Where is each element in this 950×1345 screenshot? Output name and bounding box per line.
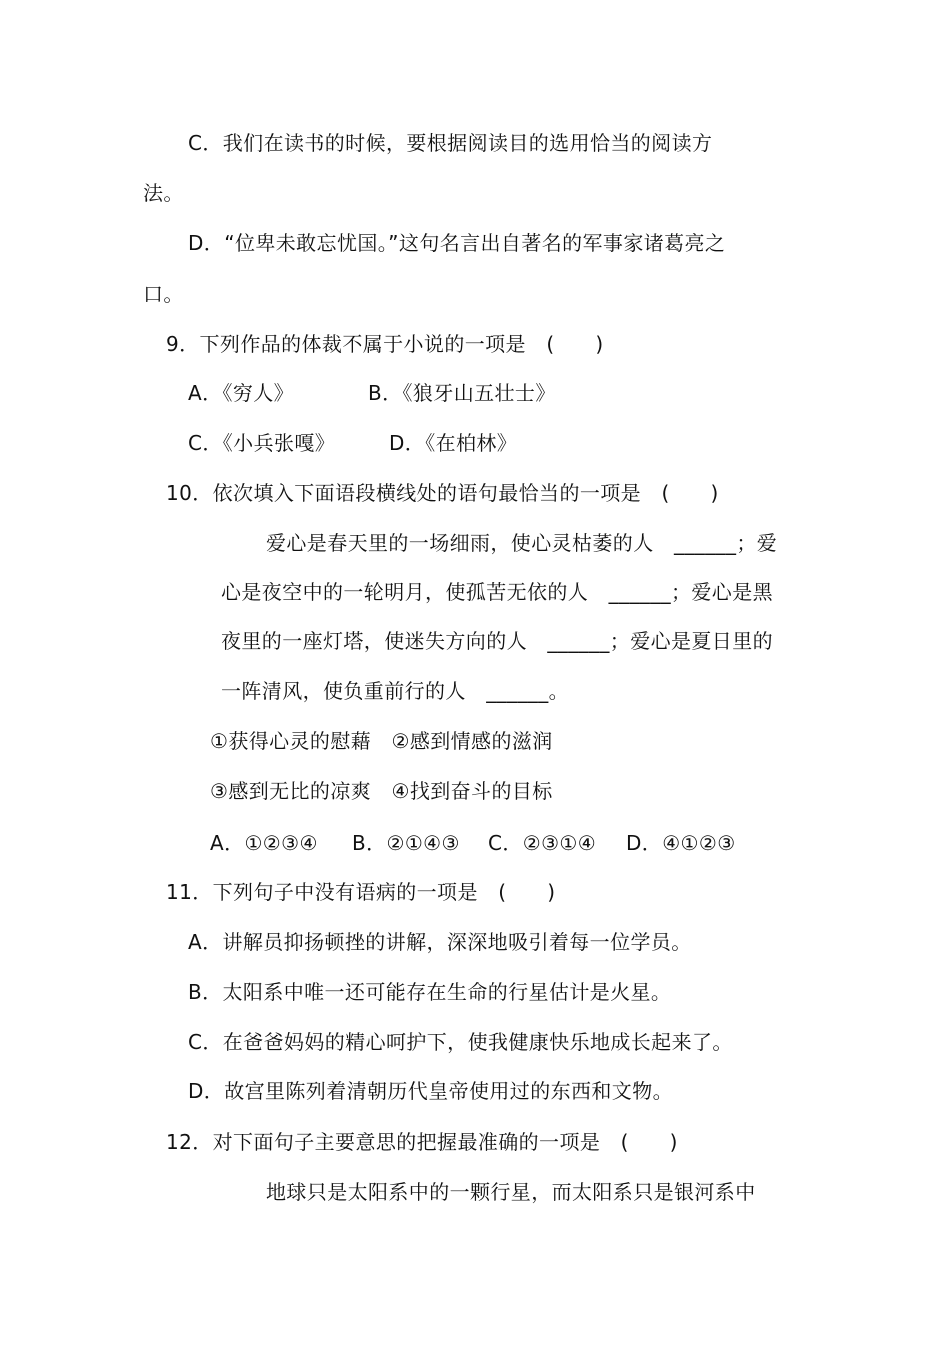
q10-passage-line1: 爱心是春天里的一场细雨，使心灵枯萎的人 ______；爱 (266, 531, 778, 555)
q8-option-c-line2: 法。 (143, 181, 184, 205)
q10-option-b: B．②①④③ (352, 831, 460, 855)
q10-items-line2: ③感到无比的凉爽 ④找到奋斗的目标 (210, 779, 553, 803)
q8-option-d-line2: 口。 (143, 282, 184, 306)
q11-option-a: A．讲解员抑扬顿挫的讲解，深深地吸引着每一位学员。 (188, 930, 692, 954)
q11-option-b: B．太阳系中唯一还可能存在生命的行星估计是火星。 (188, 980, 672, 1004)
q10-passage-line3: 夜里的一座灯塔，使迷失方向的人 ______；爱心是夏日里的 (221, 629, 773, 653)
q10-option-c: C．②③①④ (488, 831, 597, 855)
q12-passage-line1: 地球只是太阳系中的一颗行星，而太阳系只是银河系中 (266, 1180, 756, 1204)
q8-option-d-line1: D．“位卑未敢忘忧国。”这句名言出自著名的军事家诸葛亮之 (188, 231, 726, 255)
q11-option-c: C．在爸爸妈妈的精心呵护下，使我健康快乐地成长起来了。 (188, 1030, 733, 1054)
q11-option-d: D．故宫里陈列着清朝历代皇帝使用过的东西和文物。 (188, 1079, 673, 1103)
q10-option-d: D．④①②③ (626, 831, 736, 855)
q10-passage-line4: 一阵清风，使负重前行的人 ______。 (221, 679, 569, 703)
q10-option-a: A．①②③④ (210, 831, 318, 855)
q9-stem: 9．下列作品的体裁不属于小说的一项是 ( ) (166, 332, 604, 356)
q9-option-c: C．《小兵张嘎》 (188, 431, 336, 455)
q9-option-a: A．《穷人》 (188, 381, 295, 405)
q10-passage-line2: 心是夜空中的一轮明月，使孤苦无依的人 ______；爱心是黑 (221, 580, 773, 604)
q11-stem: 11．下列句子中没有语病的一项是 ( ) (166, 880, 556, 904)
q8-option-c-line1: C．我们在读书的时候，要根据阅读目的选用恰当的阅读方 (188, 131, 713, 155)
q12-stem: 12．对下面句子主要意思的把握最准确的一项是 ( ) (166, 1130, 678, 1154)
q10-items-line1: ①获得心灵的慰藉 ②感到情感的滋润 (210, 729, 553, 753)
q9-option-b: B．《狼牙山五壮士》 (368, 381, 556, 405)
q9-option-d: D．《在柏林》 (389, 431, 518, 455)
q10-stem: 10．依次填入下面语段横线处的语句最恰当的一项是 ( ) (166, 481, 719, 505)
